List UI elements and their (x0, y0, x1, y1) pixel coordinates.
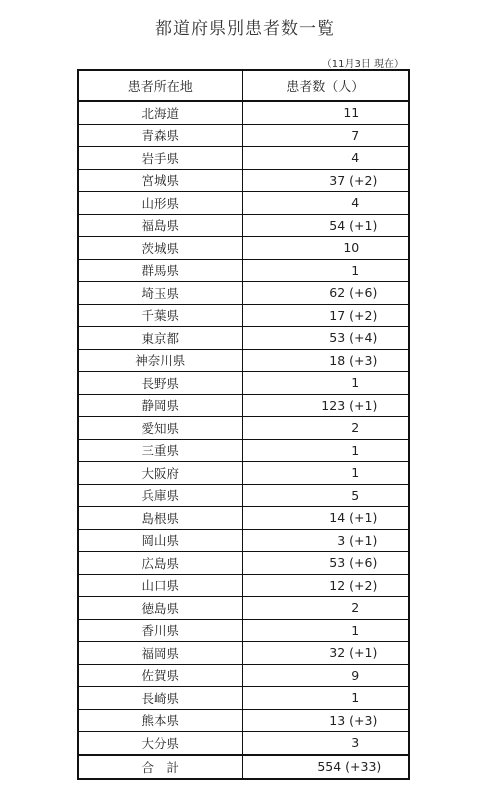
table-row (78, 192, 409, 215)
patient-count: 7 (351, 127, 360, 143)
table-row (78, 417, 409, 440)
patient-count-cell (242, 597, 409, 620)
prefecture-name: 北海道 (78, 101, 242, 124)
patient-count-cell (242, 259, 409, 282)
prefecture-name: 埼玉県 (78, 282, 242, 305)
table-row (78, 237, 409, 260)
prefecture-name: 山口県 (78, 574, 242, 597)
table-row (78, 394, 409, 417)
patient-count-cell (242, 439, 409, 462)
patient-count: 54 (329, 217, 346, 233)
patient-count-cell (242, 664, 409, 687)
table-row (78, 124, 409, 147)
total-label: 合 計 (78, 755, 242, 779)
patient-count: 1 (351, 622, 360, 638)
prefecture-name: 福岡県 (78, 642, 242, 665)
prefecture-name: 山形県 (78, 192, 242, 215)
prefecture-name: 岩手県 (78, 147, 242, 170)
total-count: 554 (317, 759, 342, 774)
patient-count-delta: (+4) (349, 330, 378, 346)
patient-count: 4 (351, 150, 360, 166)
patient-count-cell (242, 417, 409, 440)
patient-count-cell (242, 642, 409, 665)
prefecture-name: 徳島県 (78, 597, 242, 620)
patient-count: 17 (329, 307, 346, 323)
table-row (78, 574, 409, 597)
patient-count-cell (242, 169, 409, 192)
patient-count-cell (242, 214, 409, 237)
table-row (78, 484, 409, 507)
patient-count: 53 (329, 555, 346, 571)
patient-count-cell (242, 192, 409, 215)
table-row (78, 732, 409, 755)
patient-count-cell (242, 574, 409, 597)
patient-count-delta: (+1) (349, 645, 378, 661)
patient-count-cell (242, 304, 409, 327)
patient-count-cell (242, 124, 409, 147)
patient-count: 62 (329, 285, 346, 301)
table-row (78, 597, 409, 620)
table-row (78, 709, 409, 732)
table-row (78, 147, 409, 170)
patient-count-delta: (+2) (349, 307, 378, 323)
prefecture-name: 佐賀県 (78, 664, 242, 687)
patient-count-cell (242, 147, 409, 170)
prefecture-name: 青森県 (78, 124, 242, 147)
prefecture-name: 愛知県 (78, 417, 242, 440)
patient-count-cell (242, 529, 409, 552)
prefecture-name: 三重県 (78, 439, 242, 462)
patient-count: 2 (351, 420, 360, 436)
patient-count-delta: (+2) (349, 172, 378, 188)
table-row (78, 687, 409, 710)
table-row (78, 529, 409, 552)
patient-count-cell (242, 507, 409, 530)
table-row (78, 619, 409, 642)
patient-count-cell (242, 709, 409, 732)
patient-count: 4 (351, 195, 360, 211)
patient-count: 1 (351, 375, 360, 391)
patient-count: 18 (329, 352, 346, 368)
prefecture-name: 岡山県 (78, 529, 242, 552)
prefecture-name: 東京都 (78, 327, 242, 350)
table-row (78, 642, 409, 665)
patient-count-cell (242, 687, 409, 710)
as-of-date-note: （11月3日 現在） (321, 59, 404, 70)
patient-count-cell (242, 282, 409, 305)
patient-count: 1 (351, 262, 360, 278)
prefecture-name: 神奈川県 (78, 349, 242, 372)
patient-count-delta: (+3) (349, 352, 378, 368)
patient-count-cell (242, 484, 409, 507)
patient-count: 9 (351, 667, 360, 683)
table-row (78, 372, 409, 395)
patient-count: 1 (351, 442, 360, 458)
table-row (78, 439, 409, 462)
table-row (78, 259, 409, 282)
page-title: 都道府県別患者数一覧 (155, 19, 335, 39)
patient-count-cell (242, 462, 409, 485)
patient-count-delta: (+1) (349, 397, 378, 413)
prefecture-name: 大分県 (78, 732, 242, 755)
patient-count: 12 (329, 577, 346, 593)
prefecture-name: 千葉県 (78, 304, 242, 327)
total-delta: (+33) (345, 759, 382, 774)
patient-count: 1 (351, 690, 360, 706)
patient-count-cell (242, 349, 409, 372)
patients-by-prefecture-table (77, 69, 410, 780)
table-row (78, 214, 409, 237)
table-row (78, 462, 409, 485)
patient-count-cell (242, 552, 409, 575)
patient-count-delta: (+1) (349, 217, 378, 233)
table-row (78, 169, 409, 192)
prefecture-name: 宮城県 (78, 169, 242, 192)
patient-count: 2 (351, 600, 360, 616)
patient-count-cell (242, 732, 409, 755)
patient-count-delta: (+1) (349, 532, 378, 548)
patient-count: 53 (329, 330, 346, 346)
patient-count: 13 (329, 712, 346, 728)
patient-count-delta: (+1) (349, 510, 378, 526)
patient-count-cell (242, 394, 409, 417)
patient-count-cell (242, 237, 409, 260)
prefecture-name: 長崎県 (78, 687, 242, 710)
table-row (78, 327, 409, 350)
patient-count: 14 (329, 510, 346, 526)
patient-count-cell (242, 372, 409, 395)
table-header-row (78, 70, 409, 101)
prefecture-name: 広島県 (78, 552, 242, 575)
patient-count: 10 (343, 240, 360, 256)
patient-count: 1 (351, 465, 360, 481)
prefecture-name: 静岡県 (78, 394, 242, 417)
table-row (78, 349, 409, 372)
total-count-cell (242, 755, 409, 779)
patient-count-delta: (+6) (349, 285, 378, 301)
total-row (78, 755, 409, 779)
prefecture-name: 福島県 (78, 214, 242, 237)
patient-count: 3 (337, 532, 346, 548)
patient-count-delta: (+3) (349, 712, 378, 728)
patient-count: 123 (321, 397, 346, 413)
prefecture-name: 香川県 (78, 619, 242, 642)
table-row (78, 304, 409, 327)
header-location: 患者所在地 (78, 70, 242, 101)
prefecture-name: 群馬県 (78, 259, 242, 282)
patient-count-cell (242, 101, 409, 124)
prefecture-name: 大阪府 (78, 462, 242, 485)
table-row (78, 101, 409, 124)
header-patient-count: 患者数（人） (242, 70, 409, 101)
patient-count: 37 (329, 172, 346, 188)
patient-count: 3 (351, 735, 360, 751)
table-row (78, 282, 409, 305)
prefecture-name: 島根県 (78, 507, 242, 530)
patient-count: 32 (329, 645, 346, 661)
table-row (78, 507, 409, 530)
table-row (78, 552, 409, 575)
patient-count: 5 (351, 487, 360, 503)
patient-count-delta: (+2) (349, 577, 378, 593)
table-row (78, 664, 409, 687)
patient-count: 11 (343, 105, 360, 121)
prefecture-name: 兵庫県 (78, 484, 242, 507)
patient-count-delta: (+6) (349, 555, 378, 571)
patient-count-cell (242, 327, 409, 350)
prefecture-name: 熊本県 (78, 709, 242, 732)
patient-count-cell (242, 619, 409, 642)
prefecture-name: 長野県 (78, 372, 242, 395)
prefecture-name: 茨城県 (78, 237, 242, 260)
